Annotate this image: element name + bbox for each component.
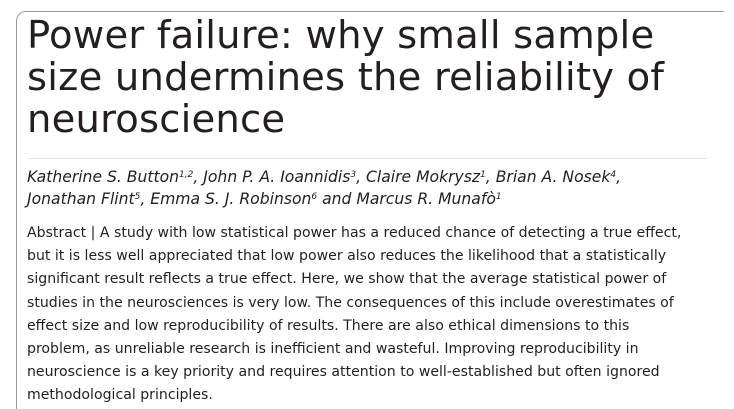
author-list: [27, 166, 709, 210]
author-line: [27, 188, 709, 210]
author-affiliation: 4: [610, 170, 617, 180]
author-separator: ,: [485, 168, 496, 186]
abstract-line: but it is less well appreciated that low power also reduces the likelihood that a statistically: [27, 248, 667, 265]
author-separator: and: [317, 190, 357, 208]
author-name: Marcus R. Munafò: [356, 190, 496, 208]
author-separator: ,: [140, 190, 151, 208]
author-affiliation: 1,2: [179, 170, 194, 180]
author-affiliation: 1: [480, 170, 486, 180]
author-name: Claire Mokrysz: [366, 168, 481, 186]
abstract-line: problem, as unreliable research is inefficient and wasteful. Improving reproducibility in: [27, 341, 639, 358]
abstract-line: significant result reflects a true effect. Here, we show that the average statistical power of: [27, 271, 667, 288]
abstract-line: neuroscience is a key priority and requires attention to well-established but often ignored: [27, 364, 660, 381]
author-separator: ,: [616, 168, 622, 186]
abstract-line: studies in the neurosciences is very low. The consequences of this include overestimates of: [27, 294, 674, 311]
title-divider: [27, 158, 707, 159]
author-separator: ,: [356, 168, 367, 186]
author-name: Emma S. J. Robinson: [150, 190, 312, 208]
title-line: Power failure: why small sample: [27, 13, 655, 58]
article-abstract: [27, 222, 711, 408]
author-line: [27, 166, 709, 188]
abstract-line: Abstract | A study with low statistical power has a reduced chance of detecting a true effect,: [27, 225, 682, 241]
author-affiliation: 5: [134, 192, 141, 202]
abstract-line: effect size and low reproducibility of results. There are also ethical dimensions to this: [27, 317, 630, 334]
author-separator: ,: [193, 168, 204, 186]
author-name: John P. A. Ioannidis: [203, 168, 351, 186]
abstract-line: methodological principles.: [27, 387, 213, 404]
author-name: Jonathan Flint: [27, 190, 135, 208]
author-name: Katherine S. Button: [27, 168, 180, 186]
author-affiliation: 1: [495, 192, 502, 202]
author-affiliation: 6: [311, 192, 318, 202]
author-affiliation: 3: [350, 170, 357, 180]
title-line: size undermines the reliability of: [27, 55, 665, 100]
title-line: neuroscience: [27, 97, 286, 142]
article-title: [27, 15, 709, 141]
author-name: Brian A. Nosek: [495, 168, 611, 186]
